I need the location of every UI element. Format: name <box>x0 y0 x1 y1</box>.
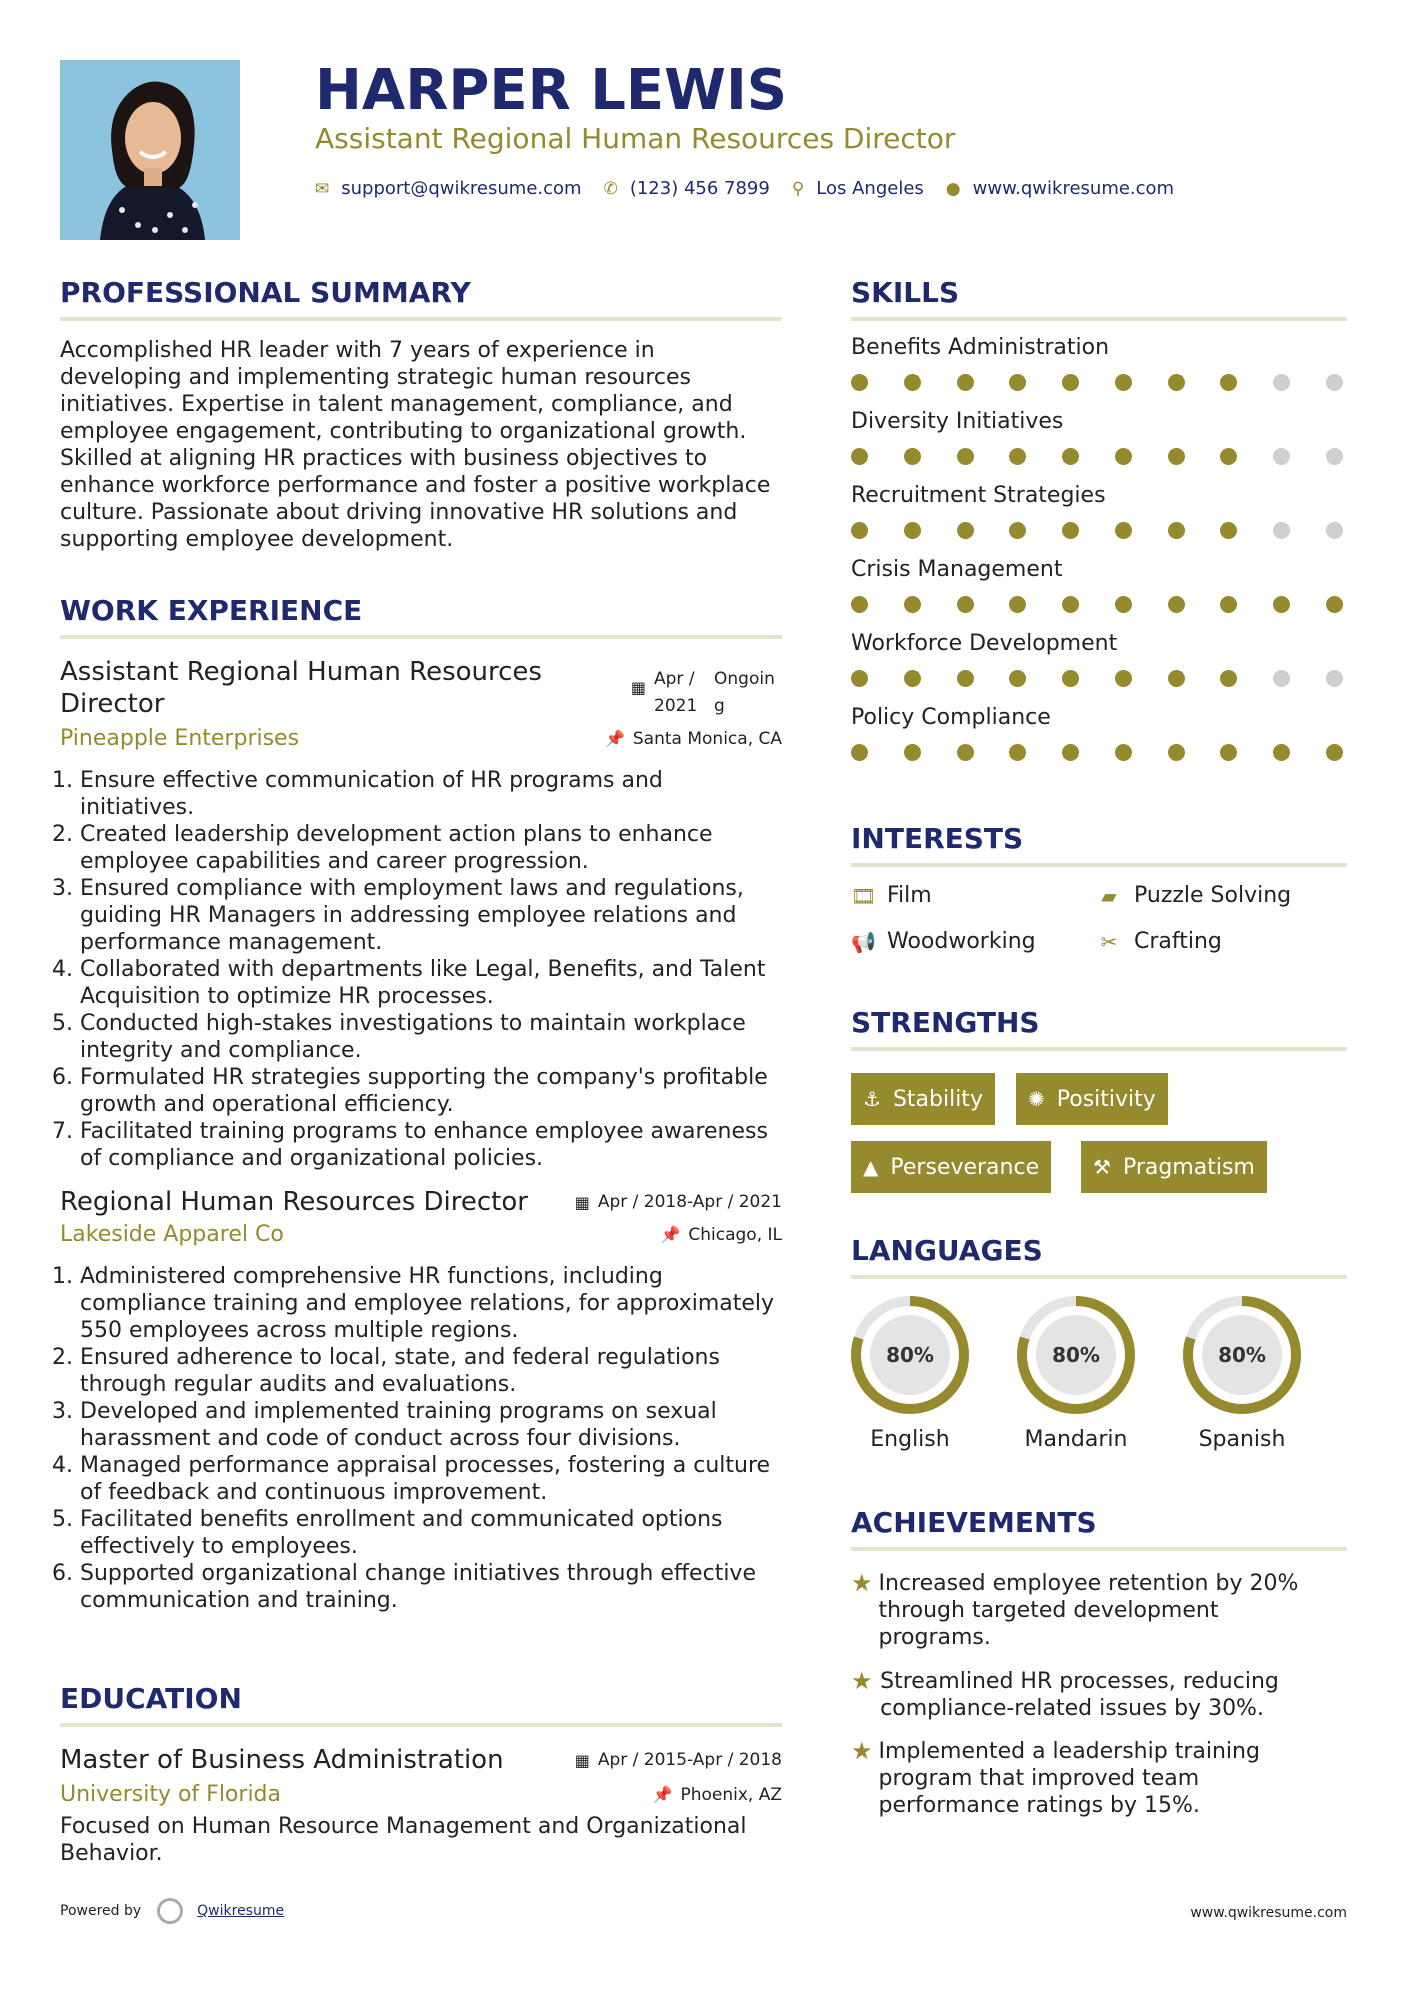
strength-badge <box>1016 1073 1168 1125</box>
rating-dot-filled <box>1326 596 1343 613</box>
job-date-start: Apr / 2021 <box>654 669 698 716</box>
rating-dot-filled <box>1009 522 1026 539</box>
list-item: 7. Facilitated training programs to enhance employee awareness of compliance and organizational policies. <box>80 1118 782 1172</box>
shooting-star-icon: ★ <box>851 1569 873 1597</box>
languages-heading: LANGUAGES <box>851 1234 1043 1267</box>
rating-dot-filled <box>1062 596 1079 613</box>
calendar-icon: ▦ <box>630 678 646 697</box>
achievement-item <box>851 1668 1337 1722</box>
skill-name: Diversity Initiatives <box>851 409 1064 434</box>
section-divider <box>851 863 1347 867</box>
rating-dot-filled <box>851 448 868 465</box>
rating-dot-filled <box>1062 522 1079 539</box>
job-location-text: Chicago, IL <box>688 1224 782 1245</box>
language-ring <box>1014 1293 1138 1417</box>
achievements-section <box>851 1506 1347 1551</box>
job-entry <box>60 1186 782 1614</box>
rating-dot-empty <box>1326 522 1343 539</box>
rating-dot-filled <box>957 522 974 539</box>
website-text[interactable]: www.qwikresume.com <box>972 178 1175 199</box>
language-percent: 80% <box>1052 1343 1100 1367</box>
skills-heading: SKILLS <box>851 276 960 309</box>
rating-dot-filled <box>1062 670 1079 687</box>
rating-dot-filled <box>1220 522 1237 539</box>
skill-name: Workforce Development <box>851 631 1118 656</box>
rating-dot-filled <box>1168 670 1185 687</box>
rating-dot-filled <box>1115 448 1132 465</box>
skill-item <box>851 705 1347 761</box>
list-item: 2. Ensured adherence to local, state, and federal regulations through regular audits and evaluations. <box>80 1344 782 1398</box>
section-divider <box>60 635 782 639</box>
rating-dot-empty <box>1273 374 1290 391</box>
contact-bar <box>315 178 1196 199</box>
achievement-text: Implemented a leadership training program that improved team performance ratings by 15%. <box>878 1739 1260 1818</box>
list-item: 6. Formulated HR strategies supporting the company's profitable growth and operational efficiency. <box>80 1064 782 1118</box>
skill-name: Crisis Management <box>851 557 1063 582</box>
language-percent: 80% <box>1218 1343 1266 1367</box>
strengths-heading: STRENGTHS <box>851 1006 1040 1039</box>
skill-rating <box>851 670 1343 687</box>
strength-label: Perseverance <box>890 1154 1040 1180</box>
rating-dot-empty <box>1326 448 1343 465</box>
list-item: 5. Facilitated benefits enrollment and communicated options effectively to employees. <box>80 1506 782 1560</box>
section-divider <box>851 1275 1347 1279</box>
interest-item <box>851 883 932 908</box>
interest-item <box>1098 883 1291 908</box>
list-item: 4. Collaborated with departments like Legal, Benefits, and Talent Acquisition to optimize HR processes. <box>80 956 782 1010</box>
education-description: Focused on Human Resource Management and Organizational Behavior. <box>60 1814 747 1866</box>
interest-label: Woodworking <box>887 929 1036 954</box>
job-dates-text: Apr / 2018-Apr / 2021 <box>597 1192 782 1212</box>
rating-dot-empty <box>1326 374 1343 391</box>
rating-dot-filled <box>957 596 974 613</box>
rating-dot-filled <box>1115 522 1132 539</box>
rating-dot-filled <box>851 374 868 391</box>
pushpin-icon: 📌 <box>652 1785 673 1804</box>
rating-dot-filled <box>957 670 974 687</box>
list-item: 5. Conducted high-stakes investigations to maintain workplace integrity and compliance. <box>80 1010 782 1064</box>
rating-dot-filled <box>1115 374 1132 391</box>
skill-item <box>851 409 1347 465</box>
education-section <box>60 1682 782 1727</box>
interest-label: Film <box>887 883 932 908</box>
qwikresume-logo-icon <box>157 1898 183 1924</box>
map-pin-icon: ⚲ <box>791 178 805 199</box>
sun-icon: ✺ <box>1028 1087 1045 1111</box>
skill-rating <box>851 448 1343 465</box>
skill-item <box>851 483 1347 539</box>
envelope-icon: ✉ <box>315 178 330 199</box>
strength-badge <box>1081 1141 1267 1193</box>
rating-dot-filled <box>1062 744 1079 761</box>
education-dates <box>575 1750 782 1770</box>
achievements-heading: ACHIEVEMENTS <box>851 1506 1097 1539</box>
strength-label: Stability <box>892 1086 983 1112</box>
rating-dot-filled <box>1115 596 1132 613</box>
school-name: University of Florida <box>60 1782 281 1807</box>
education-heading: EDUCATION <box>60 1682 242 1715</box>
interest-item <box>1098 929 1222 954</box>
profile-photo <box>60 60 240 240</box>
rating-dot-filled <box>904 744 921 761</box>
education-location-text: Phoenix, AZ <box>680 1784 782 1805</box>
skill-rating <box>851 744 1343 761</box>
work-heading: WORK EXPERIENCE <box>60 594 363 627</box>
rating-dot-filled <box>1009 374 1026 391</box>
summary-text: Accomplished HR leader with 7 years of experience in developing and implementing strategic human resources initiatives. Expertise in talent management, compliance, and employee engagement, contributing to organizational growth. Skilled at aligning HR practices with business objectives to enhance workforce performance and foster a positive workplace culture. Passionate about driving innovative HR solutions and supporting employee development. <box>60 338 771 552</box>
rating-dot-filled <box>1220 448 1237 465</box>
language-item <box>1177 1293 1307 1452</box>
rating-dot-filled <box>1220 374 1237 391</box>
education-location <box>653 1785 782 1805</box>
rating-dot-filled <box>1168 448 1185 465</box>
rating-dot-filled <box>904 374 921 391</box>
phone-icon: ✆ <box>603 178 618 199</box>
skill-name: Policy Compliance <box>851 705 1051 730</box>
skill-item <box>851 557 1347 613</box>
language-percent: 80% <box>886 1343 934 1367</box>
puzzle-icon: ▰ <box>1101 883 1117 908</box>
strength-badge <box>851 1141 1051 1193</box>
job-dates <box>575 1192 782 1212</box>
interest-label: Crafting <box>1134 929 1222 954</box>
achievement-item <box>851 1570 1337 1651</box>
list-item: 6. Supported organizational change initiatives through effective communication and training. <box>80 1560 782 1614</box>
rating-dot-filled <box>1273 596 1290 613</box>
rating-dot-filled <box>1168 374 1185 391</box>
strengths-section <box>851 1006 1347 1051</box>
phone-text[interactable]: (123) 456 7899 <box>629 178 770 199</box>
footer-powered <box>60 1898 284 1924</box>
skill-item <box>851 335 1347 391</box>
interests-section <box>851 822 1347 867</box>
rating-dot-filled <box>851 596 868 613</box>
skills-section <box>851 276 1347 779</box>
anchor-icon: ⚓ <box>863 1087 881 1111</box>
job-dates <box>631 666 782 720</box>
language-item <box>845 1293 975 1452</box>
job-bullets <box>60 767 782 1172</box>
education-dates-text: Apr / 2015-Apr / 2018 <box>597 1750 782 1770</box>
film-icon: 🎞 <box>851 883 877 908</box>
summary-section <box>60 276 782 553</box>
candidate-name: HARPER LEWIS <box>315 58 788 123</box>
job-title: Assistant Regional Human Resources Director <box>60 657 542 719</box>
job-location <box>605 729 782 749</box>
list-item: 3. Developed and implemented training programs on sexual harassment and code of conduct across four divisions. <box>80 1398 782 1452</box>
achievement-item <box>851 1738 1337 1819</box>
road-icon: ▲ <box>863 1155 879 1179</box>
summary-heading: PROFESSIONAL SUMMARY <box>60 276 471 309</box>
languages-section <box>851 1234 1347 1279</box>
rating-dot-filled <box>1220 744 1237 761</box>
rating-dot-filled <box>1062 374 1079 391</box>
shooting-star-icon: ★ <box>851 1667 873 1695</box>
strength-badge <box>851 1073 995 1125</box>
degree-title: Master of Business Administration <box>60 1745 504 1775</box>
section-divider <box>60 1723 782 1727</box>
language-name: Mandarin <box>1024 1427 1128 1452</box>
section-divider <box>851 1047 1347 1051</box>
rating-dot-empty <box>1273 448 1290 465</box>
language-item <box>1011 1293 1141 1452</box>
rating-dot-filled <box>957 744 974 761</box>
email-text[interactable]: support@qwikresume.com <box>341 178 582 199</box>
pushpin-icon: 📌 <box>604 729 625 748</box>
brand-link[interactable]: Qwikresume <box>197 1903 285 1919</box>
gavel-icon: ⚒ <box>1093 1155 1111 1179</box>
rating-dot-filled <box>1326 744 1343 761</box>
rating-dot-filled <box>1062 448 1079 465</box>
rating-dot-filled <box>957 448 974 465</box>
rating-dot-filled <box>851 670 868 687</box>
skill-rating <box>851 374 1343 391</box>
rating-dot-filled <box>1168 596 1185 613</box>
rating-dot-filled <box>1009 448 1026 465</box>
language-name: Spanish <box>1198 1427 1286 1452</box>
candidate-title: Assistant Regional Human Resources Director <box>315 122 956 155</box>
skill-rating <box>851 596 1343 613</box>
powered-by-text: Powered by <box>60 1903 142 1919</box>
job-location-text: Santa Monica, CA <box>632 728 782 749</box>
rating-dot-filled <box>1009 596 1026 613</box>
contact-phone[interactable] <box>604 178 770 199</box>
section-divider <box>60 317 782 321</box>
interests-heading: INTERESTS <box>851 822 1024 855</box>
pushpin-icon: 📌 <box>660 1225 681 1244</box>
rating-dot-filled <box>1009 744 1026 761</box>
rating-dot-filled <box>1115 744 1132 761</box>
contact-email[interactable] <box>315 178 582 199</box>
rating-dot-filled <box>851 744 868 761</box>
rating-dot-filled <box>1009 670 1026 687</box>
education-entry <box>60 1744 782 1867</box>
rating-dot-filled <box>904 596 921 613</box>
language-ring <box>848 1293 972 1417</box>
job-company: Pineapple Enterprises <box>60 726 300 751</box>
section-divider <box>851 317 1347 321</box>
job-title: Regional Human Resources Director <box>60 1187 528 1217</box>
rating-dot-filled <box>904 670 921 687</box>
job-location <box>660 1225 782 1245</box>
contact-location <box>792 178 924 199</box>
skill-item <box>851 631 1347 687</box>
rating-dot-filled <box>904 448 921 465</box>
job-bullets <box>60 1263 782 1614</box>
megaphone-icon: 📢 <box>851 929 876 954</box>
skills-list <box>851 335 1347 761</box>
skill-name: Benefits Administration <box>851 335 1110 360</box>
job-entry <box>60 656 782 1172</box>
list-item: 2. Created leadership development action plans to enhance employee capabilities and career progression. <box>80 821 782 875</box>
skill-name: Recruitment Strategies <box>851 483 1106 508</box>
globe-icon: ● <box>945 178 961 199</box>
interest-label: Puzzle Solving <box>1134 883 1292 908</box>
rating-dot-filled <box>957 374 974 391</box>
list-item: 1. Administered comprehensive HR functions, including compliance training and employee relations, for approximately 550 employees across multiple regions. <box>80 1263 782 1344</box>
rating-dot-filled <box>851 522 868 539</box>
work-section <box>60 594 782 639</box>
job-company: Lakeside Apparel Co <box>60 1222 284 1247</box>
location-text: Los Angeles <box>816 178 924 199</box>
footer-site[interactable]: www.qwikresume.com <box>1190 1905 1347 1921</box>
skill-rating <box>851 522 1343 539</box>
list-item: 1. Ensure effective communication of HR programs and initiatives. <box>80 767 782 821</box>
calendar-icon: ▦ <box>574 1192 590 1212</box>
contact-website[interactable] <box>946 178 1174 199</box>
achievement-text: Streamlined HR processes, reducing compliance-related issues by 30%. <box>880 1669 1279 1721</box>
job-date-end: Ongoing <box>714 669 775 716</box>
rating-dot-filled <box>1273 744 1290 761</box>
list-item: 3. Ensured compliance with employment laws and regulations, guiding HR Managers in addressing employee relations and performance management. <box>80 875 782 956</box>
rating-dot-filled <box>1220 596 1237 613</box>
language-ring <box>1180 1293 1304 1417</box>
rating-dot-filled <box>1220 670 1237 687</box>
strength-label: Pragmatism <box>1122 1154 1255 1180</box>
calendar-icon: ▦ <box>574 1750 590 1770</box>
rating-dot-filled <box>904 522 921 539</box>
achievement-text: Increased employee retention by 20% through targeted development programs. <box>878 1571 1299 1650</box>
list-item: 4. Managed performance appraisal processes, fostering a culture of feedback and continuous improvement. <box>80 1452 782 1506</box>
rating-dot-empty <box>1326 670 1343 687</box>
section-divider <box>851 1547 1347 1551</box>
rating-dot-empty <box>1273 670 1290 687</box>
strength-label: Positivity <box>1056 1086 1156 1112</box>
rating-dot-empty <box>1273 522 1290 539</box>
interest-item <box>851 929 1036 954</box>
scissors-icon: ✂ <box>1100 929 1118 954</box>
rating-dot-filled <box>1168 522 1185 539</box>
rating-dot-filled <box>1168 744 1185 761</box>
rating-dot-filled <box>1115 670 1132 687</box>
language-name: English <box>870 1427 950 1452</box>
shooting-star-icon: ★ <box>851 1737 873 1765</box>
